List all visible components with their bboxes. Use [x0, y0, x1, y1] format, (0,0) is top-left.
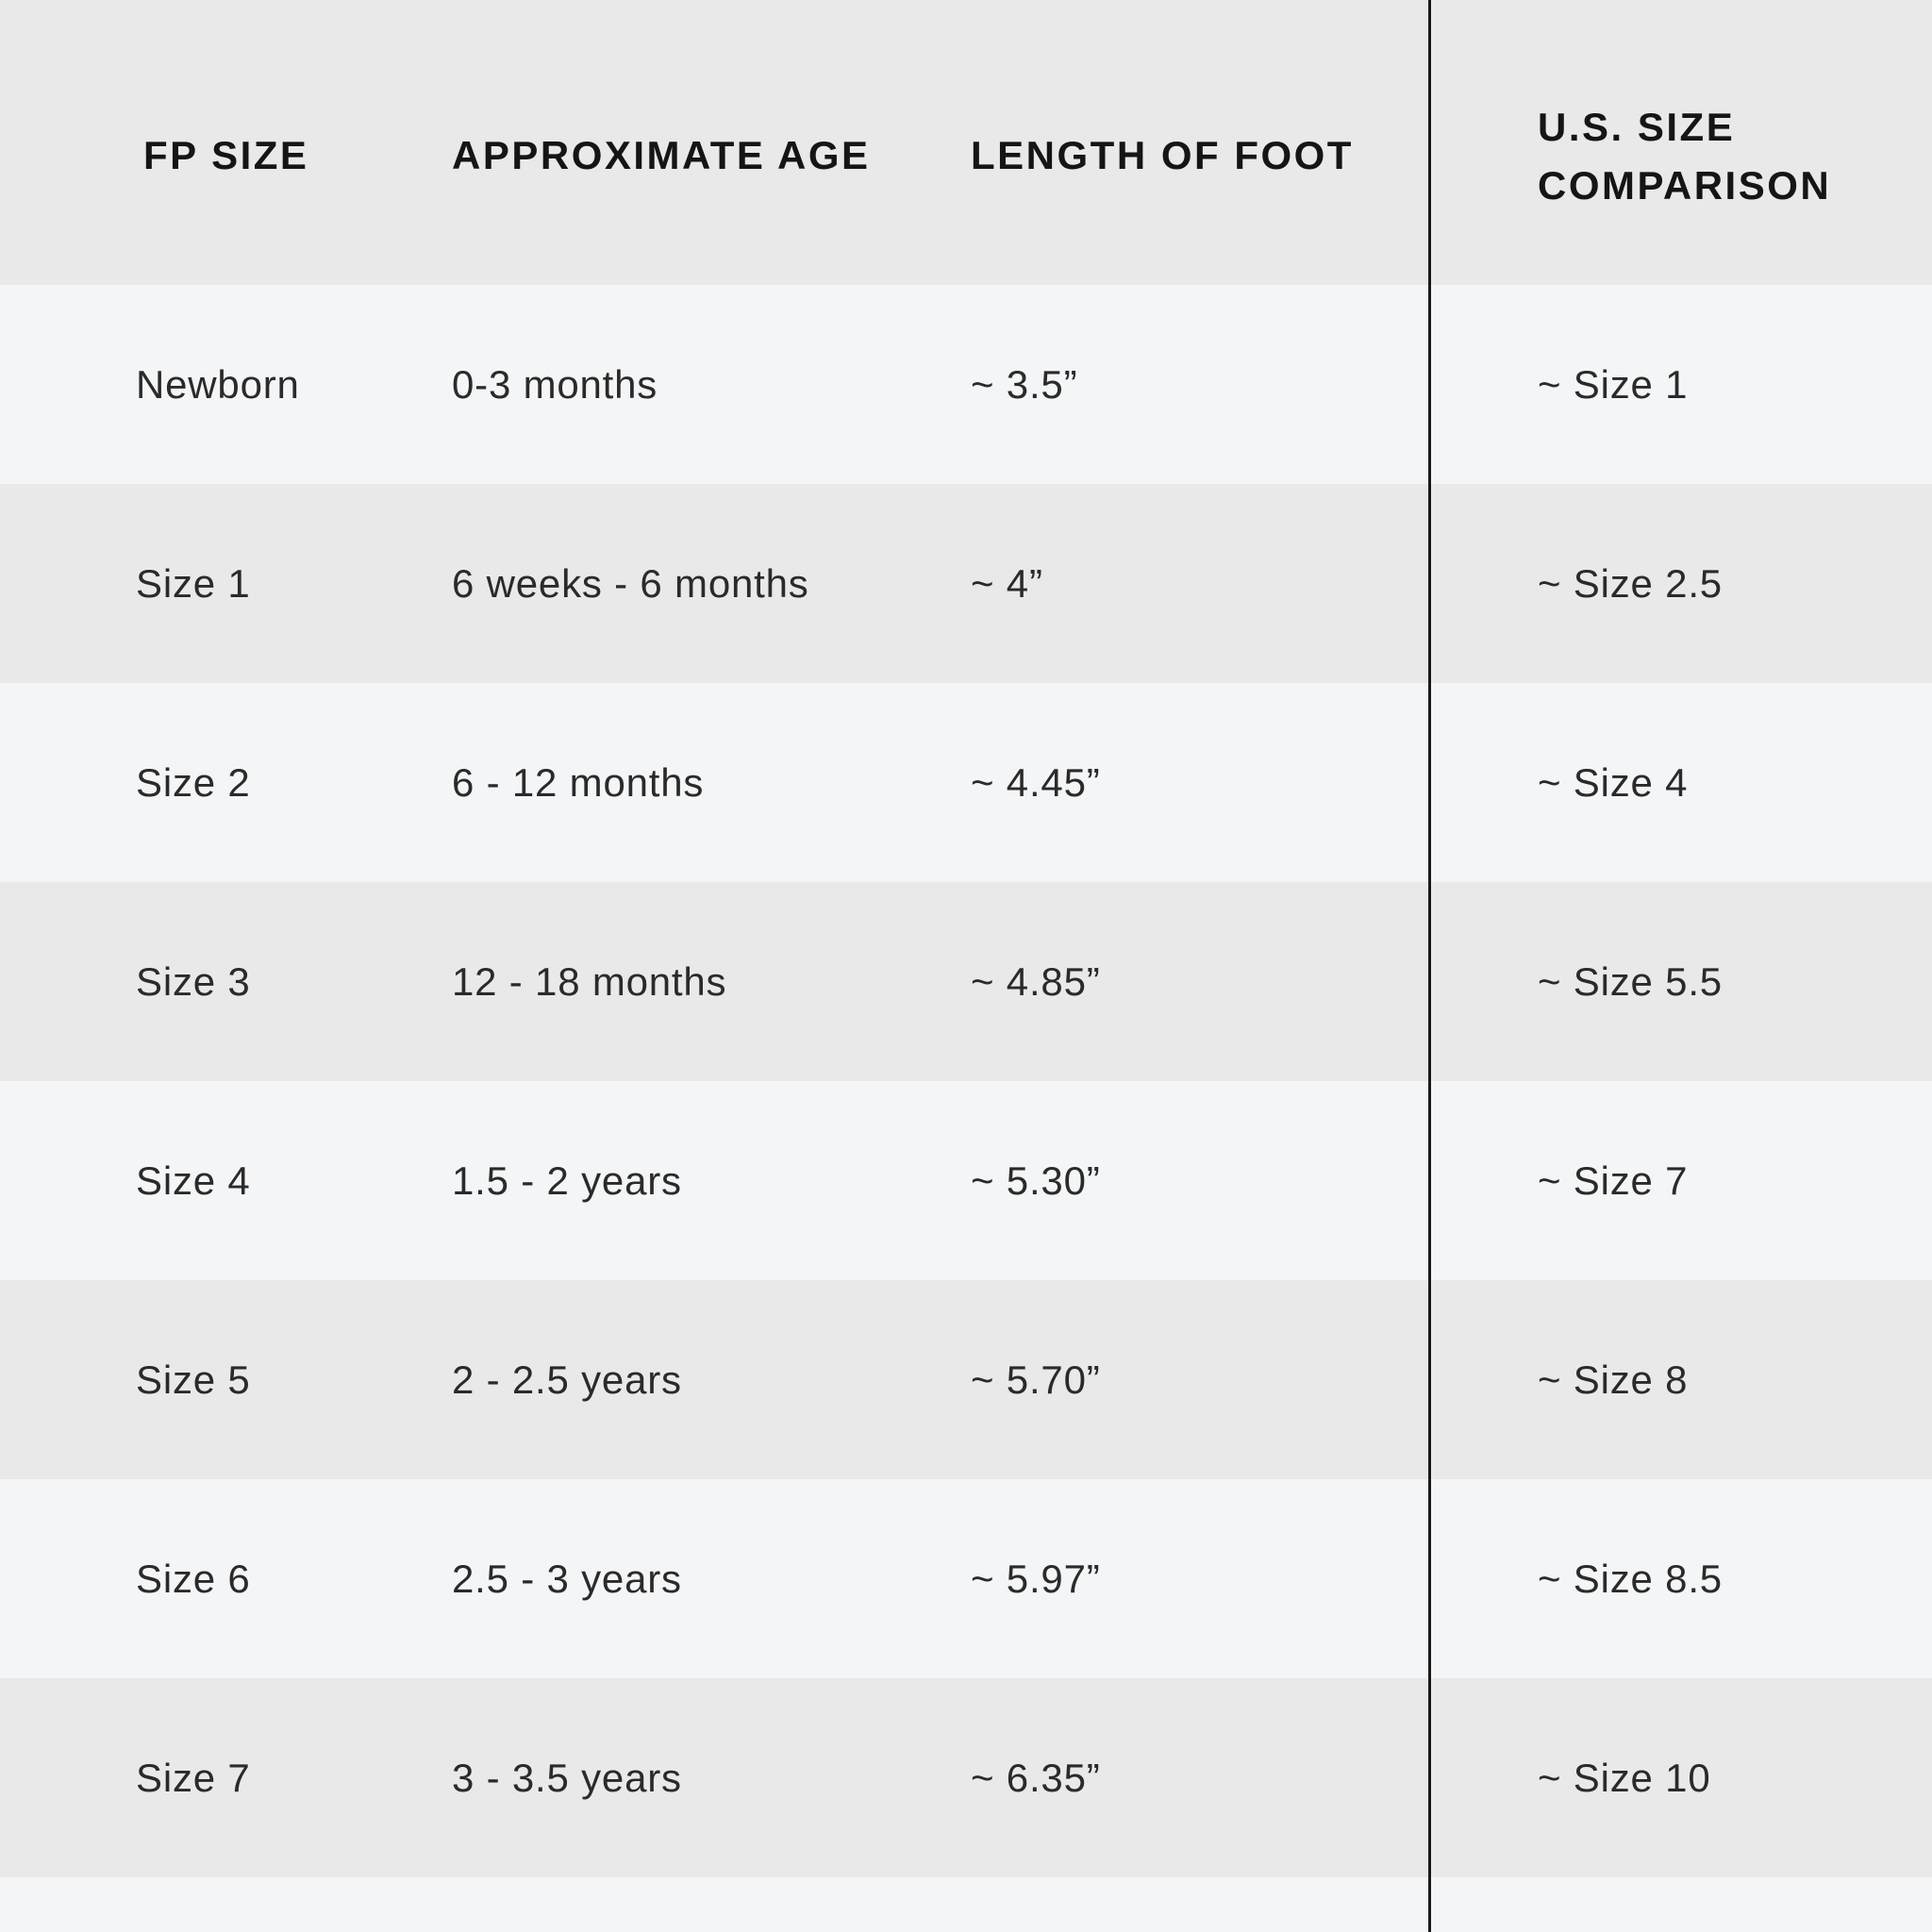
cell-foot-length: ~ 5.70” [971, 1357, 1101, 1402]
table-row-size-3 [0, 882, 1932, 1081]
cell-foot-length: ~ 5.30” [971, 1158, 1101, 1203]
cell-approximate-age: 0-3 months [452, 362, 658, 407]
cell-approximate-age: 6 - 12 months [452, 760, 705, 805]
table-row-size-5 [0, 1280, 1932, 1479]
cell-foot-length: ~ 6.35” [971, 1756, 1101, 1800]
cell-foot-length: ~ 3.5” [971, 362, 1078, 407]
header-us-size-line1: U.S. SIZE [1538, 105, 1736, 149]
cell-approximate-age: 1.5 - 2 years [452, 1158, 682, 1203]
table-row-size-6 [0, 1479, 1932, 1678]
cell-approximate-age: 6 weeks - 6 months [452, 561, 809, 606]
cell-fp-size: Size 4 [136, 1158, 251, 1203]
column-divider-line [1428, 0, 1431, 1932]
cell-fp-size: Size 7 [136, 1756, 251, 1800]
cell-foot-length: ~ 4” [971, 561, 1043, 606]
cell-approximate-age: 2.5 - 3 years [452, 1557, 682, 1601]
header-us-size-comparison-label [1538, 98, 1831, 215]
header-approximate-age-label: APPROXIMATE AGE [452, 133, 871, 177]
cell-us-size: ~ Size 2.5 [1538, 561, 1723, 606]
table-row-size-4 [0, 1081, 1932, 1280]
cell-us-size: ~ Size 8.5 [1538, 1557, 1723, 1601]
table-header-row [0, 0, 1932, 285]
header-fp-size-label: FP SIZE [143, 133, 309, 177]
cell-fp-size: Size 3 [136, 959, 251, 1004]
cell-foot-length: ~ 4.45” [971, 760, 1101, 805]
cell-approximate-age: 2 - 2.5 years [452, 1357, 682, 1402]
cell-fp-size: Size 5 [136, 1357, 251, 1402]
cell-us-size: ~ Size 10 [1538, 1756, 1711, 1800]
cell-fp-size: Size 2 [136, 760, 251, 805]
table-row-size-1 [0, 484, 1932, 683]
cell-us-size: ~ Size 5.5 [1538, 959, 1723, 1004]
cell-fp-size: Size 6 [136, 1557, 251, 1601]
cell-us-size: ~ Size 1 [1538, 362, 1689, 407]
cell-us-size: ~ Size 7 [1538, 1158, 1689, 1203]
cell-fp-size: Newborn [136, 362, 300, 407]
cell-foot-length: ~ 4.85” [971, 959, 1101, 1004]
cell-us-size: ~ Size 4 [1538, 760, 1689, 805]
header-length-of-foot-label: LENGTH OF FOOT [971, 133, 1354, 177]
table-row-size-7 [0, 1678, 1932, 1877]
cell-approximate-age: 3 - 3.5 years [452, 1756, 682, 1800]
cell-us-size: ~ Size 8 [1538, 1357, 1689, 1402]
cell-foot-length: ~ 5.97” [971, 1557, 1101, 1601]
table-row-size-2 [0, 683, 1932, 882]
header-us-size-line2: COMPARISON [1538, 163, 1832, 208]
cell-approximate-age: 12 - 18 months [452, 959, 727, 1004]
table-row-newborn [0, 285, 1932, 484]
cell-fp-size: Size 1 [136, 561, 251, 606]
